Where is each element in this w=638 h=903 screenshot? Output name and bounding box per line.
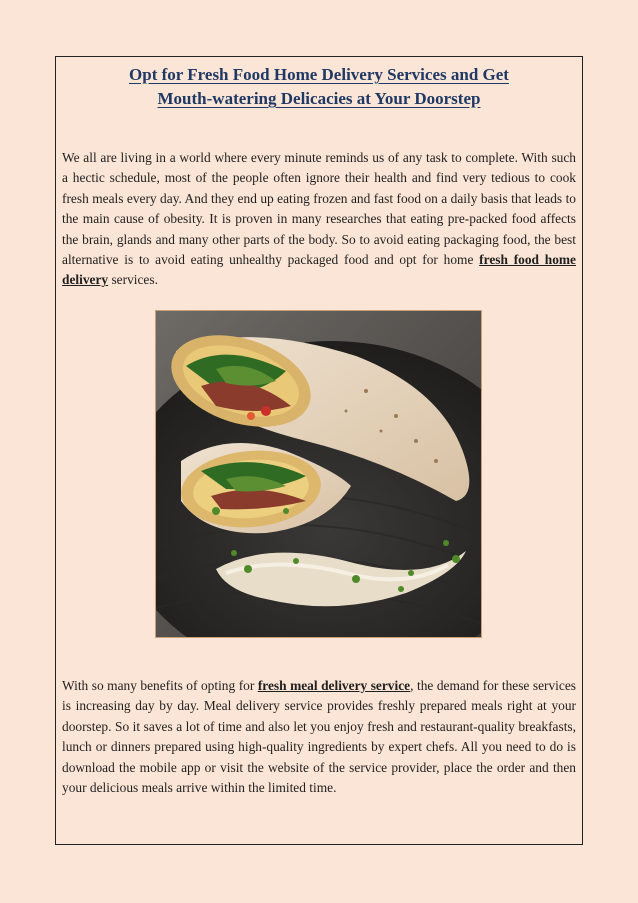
intro-paragraph	[62, 148, 576, 291]
benefits-paragraph	[62, 676, 576, 798]
page-title	[56, 63, 582, 111]
benefits-text-before: With so many benefits of opting for	[62, 678, 258, 693]
fresh-food-home-delivery-link[interactable]: fresh food home delivery	[62, 252, 576, 288]
title-line-1: Opt for Fresh Food Home Delivery Services and Get	[129, 65, 509, 84]
wrap-sandwich-photo	[155, 310, 482, 638]
intro-text-before: We all are living in a world where every minute reminds us of any task to complete. With such a hectic schedule, most of the people often ignore their health and find very tedious to cook fresh meals every day. And they end up eating frozen and fast food on a daily basis that leads to the main cause of obesity. It is proven in many researches that eating pre-packed food affects the brain, glands and many other parts of the body. So to avoid eating packaging food, the best alternative is to avoid eating unhealthy packaged food and opt for home	[62, 150, 576, 268]
intro-text-after: services.	[108, 272, 158, 288]
fresh-meal-delivery-service-link[interactable]: fresh meal delivery service	[257, 678, 411, 693]
title-line-2: Mouth-watering Delicacies at Your Doorstep	[157, 89, 481, 108]
benefits-text-after: , the demand for these services is increasing day by day. Meal delivery service provides freshly prepared meals right at your doorstep. So it saves a lot of time and also let you enjoy fresh and restaurant-quality breakfasts, lunch or dinners prepared using high-quality ingredients by expert chefs. All you need to do is download the mobile app or visit the website of the service provider, place the order and then your delicious meals arrive within the limited time.	[62, 678, 576, 796]
